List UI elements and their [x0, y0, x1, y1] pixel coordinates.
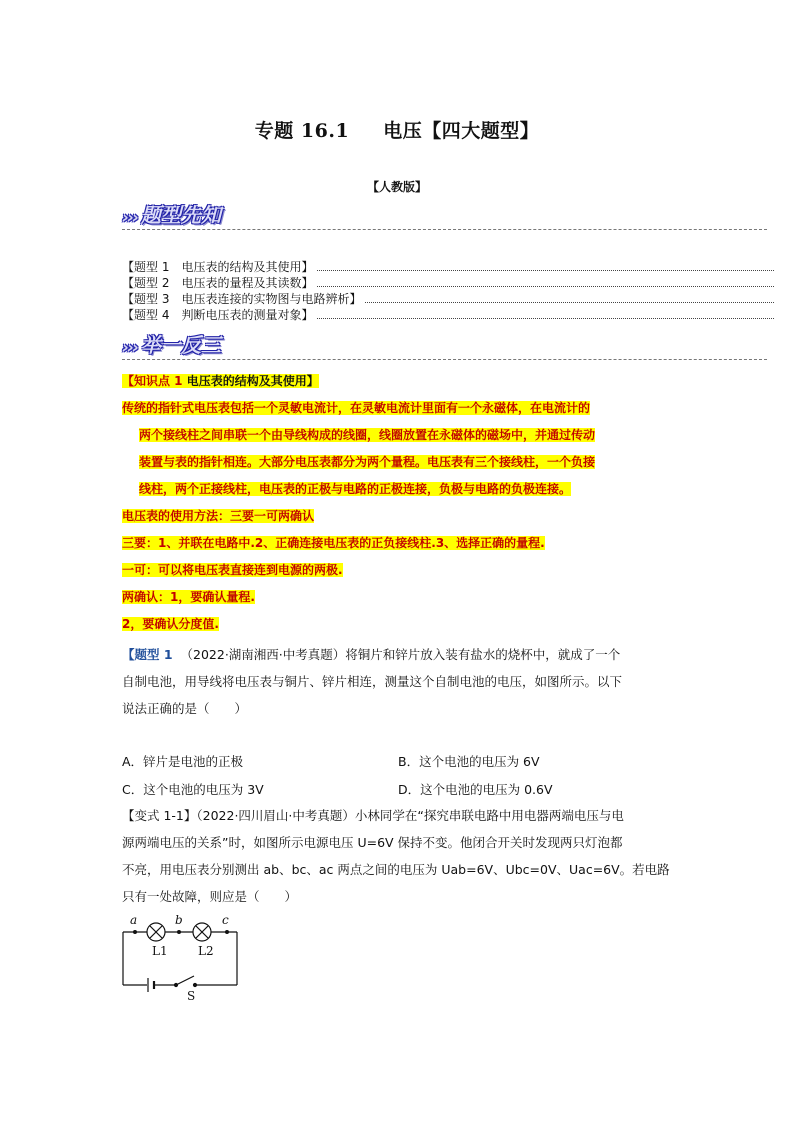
banner-label: 举一反三	[141, 333, 222, 357]
divider	[122, 359, 767, 360]
option-b[interactable]: B．这个电池的电压为 6V	[398, 754, 540, 769]
option-c[interactable]: C．这个电池的电压为 3V	[122, 782, 264, 797]
label-l1: L1	[152, 944, 168, 958]
title-number: 专题 16.1	[254, 120, 350, 142]
battery-icon	[148, 978, 154, 992]
switch-icon	[175, 976, 197, 987]
terminal-a-dot	[133, 930, 137, 934]
knowledge-heading: 【知识点 1 电压表的结构及其使用】	[122, 374, 319, 388]
label-b: b	[175, 913, 183, 927]
banner-arrows-icon: ›››	[122, 208, 138, 228]
banner-label: 题型先知	[141, 203, 222, 227]
toc-item[interactable]: 【题型 3 电压表连接的实物图与电路辨析】	[122, 291, 774, 307]
label-l2: L2	[198, 944, 214, 958]
label-c: c	[222, 913, 229, 927]
divider	[122, 229, 767, 230]
banner-preview	[122, 202, 221, 228]
page-title	[0, 116, 794, 143]
question-1: 【题型 1 （2022·湖南湘西·中考真题）将铜片和锌片放入装有盐水的烧杯中，就成了一个 自制电池，用导线将电压表与铜片、锌片相连，测量这个自制电池的电压，如图所示。以下 说法正确的是（ ）	[122, 647, 623, 716]
circuit-diagram	[115, 912, 250, 1000]
toc-item[interactable]: 【题型 2 电压表的量程及其读数】	[122, 275, 774, 291]
option-d[interactable]: D．这个电池的电压为 0.6V	[398, 782, 553, 797]
title-name: 电压【四大题型】	[383, 120, 540, 142]
label-s: S	[187, 989, 196, 1000]
lamp-l1-icon	[147, 923, 165, 941]
toc	[122, 259, 774, 323]
banner-practice	[122, 332, 221, 358]
option-a[interactable]: A．锌片是电池的正极	[122, 754, 244, 769]
lamp-l2-icon	[193, 923, 211, 941]
label-a: a	[130, 913, 138, 927]
knowledge-body: 传统的指针式电压表包括一个灵敏电流计，在灵敏电流计里面有一个永磁体，在电流计的 两个接线柱之间串联一个由导线构成的线圈，线圈放置在永磁体的磁场中，并通过传动 装置与表的指针相连。大部分电压表都分为两个量程。电压表有三个接线柱，一个负接 线柱，两个正接线柱，电压表的正极与电路的正极连接，负极与电路的负极连接。 电压表的使用方法：三要一可两确认 三要：1、并联在电路中.2、正确连接电压表的正负接线柱.3、选择正确的量程. 一可：可以将电压表直接连到电源的两极. 两确认：1，要确认量程. 2，要确认分度值.	[122, 401, 596, 631]
variant-1-1: 【变式 1-1】（2022·四川眉山·中考真题）小林同学在“探究串联电路中用电器两端电压与电 源两端电压的关系”时，如图所示电源电压 U=6V 保持不变。他闭合开关时发现两只灯泡都 不亮，用电压表分别测出 ab、bc、ac 两点之间的电压为 Uab=6V、Ubc=0V、Uac=6V。若电路 只有一处故障，则应是（ ）	[122, 808, 670, 904]
toc-item[interactable]: 【题型 4 判断电压表的测量对象】	[122, 307, 774, 323]
edition-label: 【人教版】	[366, 180, 427, 194]
toc-item[interactable]: 【题型 1 电压表的结构及其使用】	[122, 259, 774, 275]
banner-arrows-icon: ›››	[122, 338, 138, 358]
terminal-c-dot	[225, 930, 229, 934]
terminal-b-dot	[177, 930, 181, 934]
